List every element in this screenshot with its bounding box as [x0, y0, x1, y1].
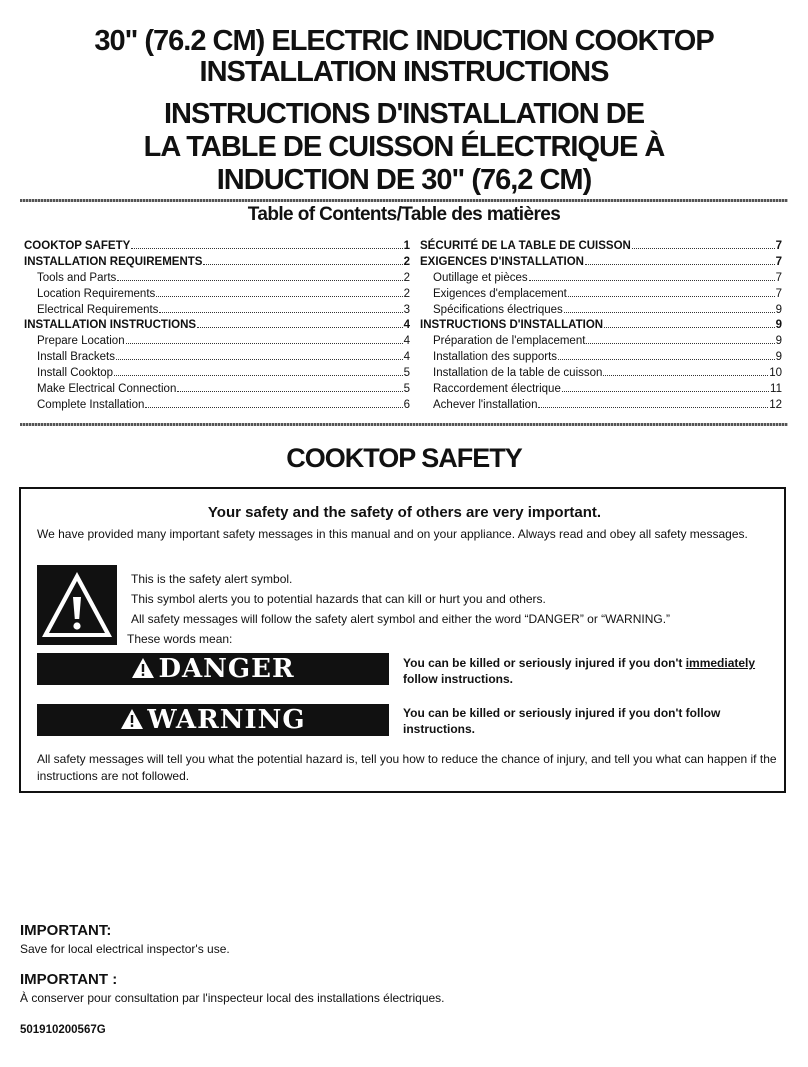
- toc-entry: [24, 255, 410, 271]
- toc-entry-page: 9: [775, 351, 782, 364]
- toc-entry-page: 2: [403, 287, 410, 300]
- toc-entry-label: Installation de la table de cuisson: [433, 367, 603, 380]
- toc-entry-label: Installation des supports: [433, 351, 558, 364]
- toc-entry-page: 5: [403, 367, 410, 380]
- title-english: [0, 26, 808, 88]
- toc-leader-dots: [604, 327, 774, 328]
- toc-leader-dots: [114, 375, 403, 376]
- toc-leader-dots: [632, 248, 775, 249]
- section-title: COOKTOP SAFETY: [286, 443, 522, 473]
- toc-entry: [420, 318, 782, 334]
- toc-entry-label: INSTRUCTIONS D'INSTALLATION: [420, 319, 604, 332]
- toc-entry: [24, 239, 410, 255]
- toc-entry-label: INSTALLATION REQUIREMENTS: [24, 255, 203, 268]
- danger-text-pre: You can be killed or seriously injured if you don't: [403, 656, 686, 670]
- toc-entry: [420, 303, 782, 319]
- danger-text-emphasis: immediately: [685, 656, 756, 670]
- toc-entry-label: Spécifications électriques: [433, 303, 563, 316]
- toc-leader-dots: [603, 375, 768, 376]
- toc-leader-dots: [126, 343, 403, 344]
- toc-entry-page: 6: [403, 398, 410, 411]
- warning-bar: [37, 704, 389, 736]
- toc-entry-page: 3: [403, 303, 410, 316]
- toc-entry: [420, 255, 782, 271]
- toc-entry-label: Tools and Parts: [37, 271, 117, 284]
- toc-entry: [24, 398, 410, 414]
- toc-entry-label: Préparation de l'emplacement: [433, 335, 586, 348]
- toc-entry: [420, 366, 782, 382]
- toc-entry-label: COOKTOP SAFETY: [24, 240, 131, 252]
- toc-entry-page: 10: [769, 367, 782, 380]
- title-en-line-2: INSTALLATION INSTRUCTIONS: [199, 56, 609, 88]
- toc-entry-label: Prepare Location: [37, 335, 125, 348]
- safety-alert-icon: [37, 565, 117, 645]
- toc-leader-dots: [131, 248, 402, 249]
- toc-entry: [420, 350, 782, 366]
- toc-entry: [420, 398, 782, 414]
- toc-entry-page: 7: [775, 240, 782, 252]
- danger-label: DANGER: [158, 654, 295, 684]
- toc-entry-label: Install Brackets: [37, 351, 115, 364]
- toc-entry: [24, 350, 410, 366]
- toc-entry: [24, 318, 410, 334]
- toc-heading: Table of Contents/Table des matières: [247, 204, 561, 225]
- toc-entry: [420, 271, 782, 287]
- toc-leader-dots: [156, 296, 402, 297]
- safety-outro: All safety messages will tell you what the potential hazard is, tell you how to reduce the chance of injury, and tell you what can happen if the instructions are not followed.: [37, 752, 777, 783]
- toc-leader-dots: [197, 327, 403, 328]
- toc-leader-dots: [529, 280, 775, 281]
- toc-entry-label: Exigences d'emplacement: [433, 287, 567, 300]
- toc-entry-label: Install Cooktop: [37, 367, 114, 380]
- alert-explanation: [127, 571, 771, 651]
- safety-box: [19, 487, 786, 793]
- toc-leader-dots: [117, 280, 402, 281]
- title-fr-line-2: LA TABLE DE CUISSON ÉLECTRIQUE À: [143, 131, 665, 163]
- toc-leader-dots: [562, 391, 769, 392]
- toc-entry-label: Achever l'installation: [433, 398, 538, 411]
- toc-entry-page: 11: [770, 383, 782, 396]
- danger-bar: [37, 653, 389, 685]
- alert-line-4: These words mean:: [127, 632, 233, 646]
- toc-entry: [24, 366, 410, 382]
- toc-leader-dots: [116, 359, 403, 360]
- toc-leader-dots: [177, 391, 402, 392]
- toc-entry: [24, 271, 410, 287]
- toc-entry: [420, 287, 782, 303]
- important-text-fr: À conserver pour consultation par l'inspecteur local des installations électriques.: [20, 991, 445, 1005]
- toc-entry: [420, 239, 782, 255]
- toc-entry-page: 9: [775, 319, 782, 332]
- important-text-en: Save for local electrical inspector's use.: [20, 942, 230, 956]
- toc-entry-label: Location Requirements: [37, 287, 156, 300]
- toc-leader-dots: [159, 312, 402, 313]
- toc-entry-page: 7: [775, 271, 782, 284]
- danger-description: [403, 655, 783, 687]
- toc-entry-page: 4: [403, 319, 410, 332]
- toc-entry-page: 9: [775, 303, 782, 316]
- toc-entry-page: 4: [403, 335, 410, 348]
- important-label-en: IMPORTANT:: [20, 922, 112, 939]
- divider-top: [20, 199, 788, 202]
- toc-entry-label: Outillage et pièces: [433, 271, 528, 284]
- toc-entry: [420, 334, 782, 350]
- title-fr-line-1: INSTRUCTIONS D'INSTALLATION DE: [163, 98, 645, 130]
- warning-label: WARNING: [147, 705, 306, 735]
- toc-leader-dots: [585, 264, 775, 265]
- toc-entry-label: Electrical Requirements: [37, 303, 159, 316]
- toc-entry-page: 2: [403, 255, 410, 268]
- toc-leader-dots: [586, 343, 774, 344]
- title-fr-line-3: INDUCTION DE 30" (76,2 CM): [216, 164, 592, 196]
- alert-line-2: This symbol alerts you to potential hazards that can kill or hurt you and others.: [131, 592, 546, 606]
- document-number: 501910200567G: [20, 1024, 106, 1036]
- toc-right-column: [420, 239, 782, 414]
- toc-entry-page: 2: [403, 271, 410, 284]
- title-french: [0, 98, 808, 197]
- toc-entry-page: 1: [403, 240, 410, 252]
- warning-description: You can be killed or seriously injured if you don't follow instructions.: [403, 706, 721, 736]
- toc-entry: [24, 382, 410, 398]
- toc-entry: [24, 334, 410, 350]
- toc-entry-label: SÉCURITÉ DE LA TABLE DE CUISSON: [420, 240, 631, 252]
- toc-entry-page: 7: [775, 287, 782, 300]
- alert-line-3: All safety messages will follow the safety alert symbol and either the word “DANGER” or “WARNING.”: [131, 612, 671, 626]
- toc-leader-dots: [538, 407, 768, 408]
- toc-entry-page: 4: [403, 351, 410, 364]
- toc-leader-dots: [145, 407, 402, 408]
- toc-entry: [420, 382, 782, 398]
- safety-intro: We have provided many important safety messages in this manual and on your appliance. Always read and obey all safety messages.: [37, 527, 748, 541]
- toc-entry: [24, 303, 410, 319]
- toc-leader-dots: [203, 264, 402, 265]
- alert-line-1: This is the safety alert symbol.: [131, 572, 293, 586]
- alert-triangle-icon: [131, 655, 155, 687]
- toc-entry-label: Complete Installation: [37, 398, 145, 411]
- toc-entry-label: Make Electrical Connection: [37, 383, 177, 396]
- important-label-fr: IMPORTANT :: [20, 971, 118, 988]
- toc-entry-label: EXIGENCES D'INSTALLATION: [420, 255, 584, 268]
- toc-leader-dots: [568, 296, 775, 297]
- toc-entry: [24, 287, 410, 303]
- divider-middle: [20, 423, 788, 426]
- alert-triangle-icon: [120, 706, 144, 738]
- title-en-line-1: 30" (76.2 CM) ELECTRIC INDUCTION COOKTOP: [94, 25, 714, 57]
- toc-entry-label: Raccordement électrique: [433, 383, 561, 396]
- safety-heading: Your safety and the safety of others are very important.: [207, 504, 602, 521]
- toc-entry-page: 9: [775, 335, 782, 348]
- toc-entry-label: INSTALLATION INSTRUCTIONS: [24, 319, 197, 332]
- toc-leader-dots: [558, 359, 775, 360]
- danger-text-post: follow instructions.: [403, 672, 513, 686]
- toc-entry-page: 7: [775, 255, 782, 268]
- toc-leader-dots: [564, 312, 775, 313]
- toc-entry-page: 12: [769, 398, 782, 411]
- toc-entry-page: 5: [403, 383, 410, 396]
- toc-left-column: [24, 239, 410, 414]
